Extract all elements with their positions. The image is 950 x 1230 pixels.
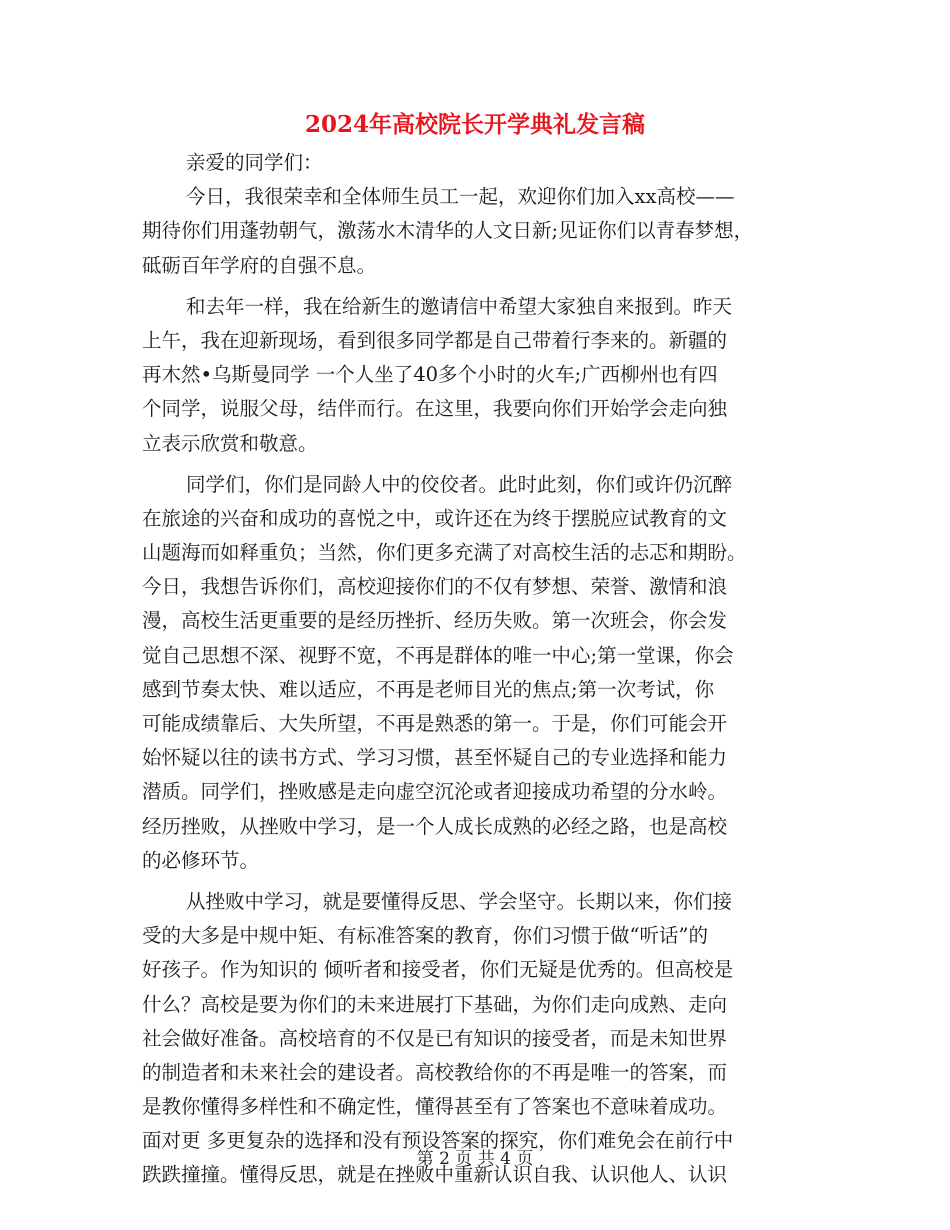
paragraph xyxy=(142,180,822,283)
page-footer: 第 2 页 共 4 页 xyxy=(416,1149,534,1169)
text-line: 受的大多是中规中矩、有标准答案的教育，你们习惯于做“听话”的 xyxy=(142,924,708,948)
text-line: 在旅途的兴奋和成功的喜悦之中，或许还在为终于摆脱应试教育的文 xyxy=(142,506,728,530)
paragraph xyxy=(142,146,822,180)
text-line: 觉自己思想不深、视野不宽，不再是群体的唯一中心;第一堂课，你会 xyxy=(142,643,734,667)
text-line: 经历挫败，从挫败中学习，是一个人成长成熟的必经之路，也是高校 xyxy=(142,814,728,838)
paragraph xyxy=(142,468,822,878)
text-line: 漫，高校生活更重要的是经历挫折、经历失败。第一次班会，你会发 xyxy=(142,609,728,633)
text-line: 是教你懂得多样性和不确定性，懂得甚至有了答案也不意味着成功。 xyxy=(142,1095,728,1119)
text-line: 立表示欣赏和敬意。 xyxy=(142,431,318,455)
text-line: 的必修环节。 xyxy=(142,848,260,872)
text-line: 感到节奏太快、难以适应，不再是老师目光的焦点;第一次考试，你 xyxy=(142,677,715,701)
text-line: 今日，我想告诉你们，高校迎接你们的不仅有梦想、荣誉、激情和浪 xyxy=(142,575,728,599)
text-line: 什么？高校是要为你们的未来进展打下基础，为你们走向成熟、走向 xyxy=(142,992,728,1016)
text-line: 可能成绩靠后、大失所望，不再是熟悉的第一。于是，你们可能会开 xyxy=(142,712,728,735)
document-body xyxy=(142,146,822,1193)
text-line: 今日，我很荣幸和全体师生员工一起，欢迎你们加入xx高校—— xyxy=(186,185,735,209)
text-line: 社会做好准备。高校培育的不仅是已有知识的接受者，而是未知世界 xyxy=(142,1026,728,1050)
text-line: 再木然•乌斯曼同学 一个人坐了40多个小时的火车;广西柳州也有四 xyxy=(142,363,718,387)
text-line: 上午，我在迎新现场，看到很多同学都是自己带着行李来的。新疆的 xyxy=(142,328,728,352)
text-line: 山题海而如释重负；当然，你们更多充满了对高校生活的忐忑和期盼。 xyxy=(142,541,747,565)
text-line: 面对更 多更复杂的选择和没有预设答案的探究，你们难免会在前行中 xyxy=(142,1129,734,1153)
text-line: 好孩子。作为知识的 倾听者和接受者，你们无疑是优秀的。但高校是 xyxy=(142,958,734,982)
text-line: 和去年一样，我在给新生的邀请信中希望大家独自来报到。昨天 xyxy=(186,294,733,318)
text-line: 期待你们用蓬勃朝气，激荡水木清华的人文日新;见证你们以青春梦想， xyxy=(142,219,754,243)
text-line: 从挫败中学习，就是要懂得反思、学会坚守。长期以来，你们接 xyxy=(186,889,733,913)
text-line: 跌跌撞撞。懂得反思，就是在挫败中重新认识自我、认识他人、认识 xyxy=(142,1163,728,1187)
paragraph xyxy=(142,290,822,461)
text-line: 始怀疑以往的读书方式、学习习惯，甚至怀疑自己的专业选择和能力 xyxy=(142,746,728,770)
text-line: 同学们，你们是同龄人中的佼佼者。此时此刻，你们或许仍沉醉 xyxy=(186,472,733,496)
text-line: 的制造者和未来社会的建设者。高校教给你的不再是唯一的答案，而 xyxy=(142,1060,728,1084)
text-line: 个同学，说服父母，结伴而行。在这里，我要向你们开始学会走向独 xyxy=(142,397,728,421)
text-line: 潜质。同学们，挫败感是走向虚空沉沦或者迎接成功希望的分水岭。 xyxy=(142,780,728,804)
document-title: 2024年高校院长开学典礼发言稿 xyxy=(304,111,645,138)
text-line: 砥砺百年学府的自强不息。 xyxy=(142,253,377,277)
text-line: 亲爱的同学们： xyxy=(186,151,323,174)
